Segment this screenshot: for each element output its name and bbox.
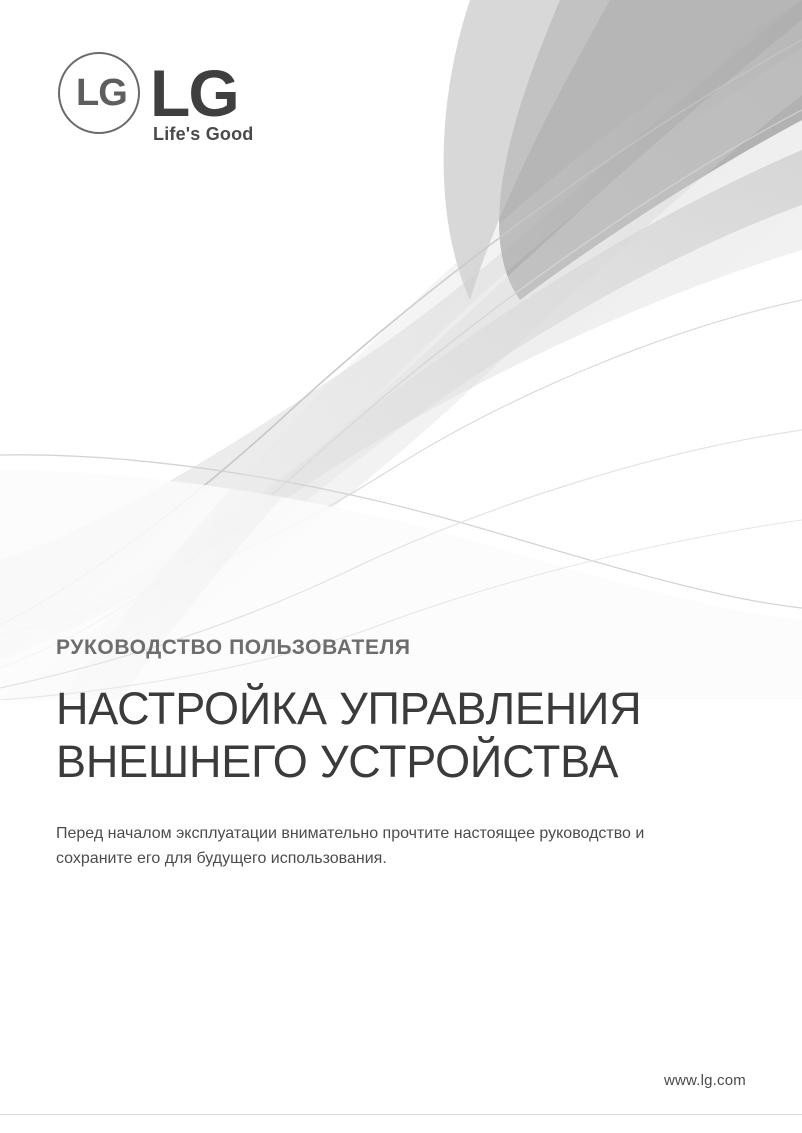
cover-text-block bbox=[56, 636, 756, 872]
lg-wordmark: LG bbox=[150, 56, 238, 130]
lg-tagline: Life's Good bbox=[153, 124, 254, 144]
footer-website-url[interactable]: www.lg.com bbox=[663, 1072, 746, 1089]
lg-mark-text: LG bbox=[76, 72, 127, 114]
lg-logo bbox=[58, 52, 278, 162]
document-kind-label: РУКОВОДСТВО ПОЛЬЗОВАТЕЛЯ bbox=[56, 636, 411, 659]
footer-divider bbox=[0, 1114, 802, 1115]
cover-subtitle: Перед началом эксплуатации внимательно прочтите настоящее руководство и сохраните его для будущего использования. bbox=[56, 825, 645, 867]
page-title: НАСТРОЙКА УПРАВЛЕНИЯ ВНЕШНЕГО УСТРОЙСТВА bbox=[56, 683, 642, 788]
